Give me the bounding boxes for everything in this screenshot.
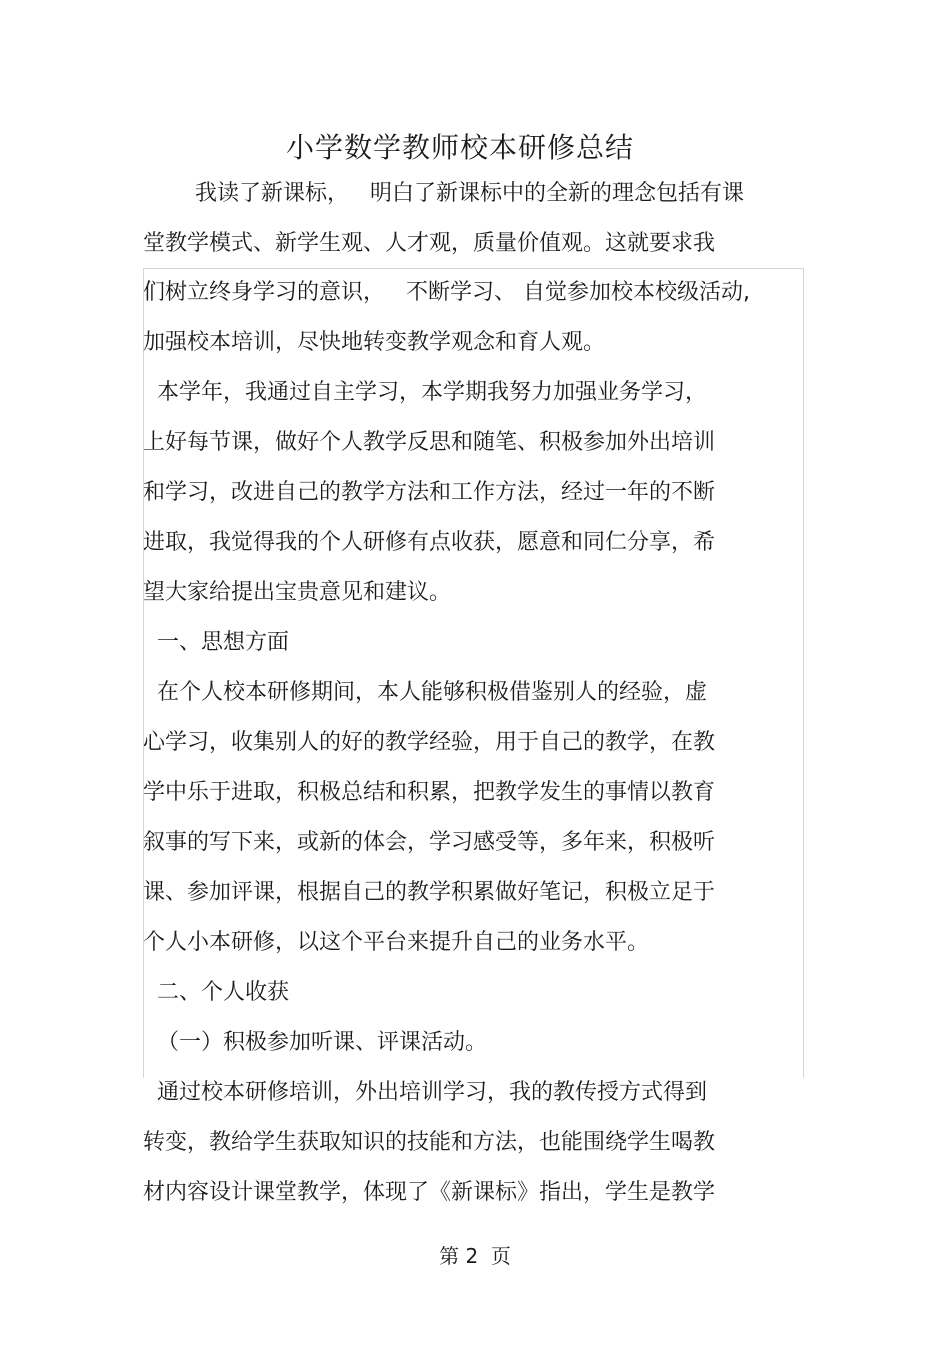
paragraph-line-11: 心学习，收集别人的好的教学经验，用于自己的教学，在教 — [143, 730, 716, 755]
paragraph-line-1: 我读了新课标， 明白了新课标中的全新的理念包括有课 — [195, 181, 744, 206]
subsection-heading-1: （一）积极参加听课、评课活动。 — [157, 1030, 488, 1055]
paragraph-line-9: 望大家给提出宝贵意见和建议。 — [143, 580, 452, 605]
section-heading-2: 二、个人收获 — [157, 980, 290, 1005]
document-title: 小学数学教师校本研修总结 — [285, 131, 634, 164]
paragraph-line-5: 本学年，我通过自主学习，本学期我努力加强业务学习， — [157, 380, 708, 405]
page-number: 第 2 页 — [439, 1244, 511, 1268]
paragraph-line-10: 在个人校本研修期间，本人能够积极借鉴别人的经验，虚 — [157, 680, 708, 705]
paragraph-line-12: 学中乐于进取，积极总结和积累，把教学发生的事情以教育 — [143, 780, 716, 805]
paragraph-line-8: 进取，我觉得我的个人研修有点收获，愿意和同仁分享，希 — [143, 530, 716, 555]
paragraph-line-6: 上好每节课，做好个人教学反思和随笔、积极参加外出培训 — [143, 430, 716, 455]
paragraph-line-18: 材内容设计课堂教学，体现了《新课标》指出，学生是教学 — [143, 1180, 716, 1205]
paragraph-line-2: 堂教学模式、新学生观、人才观，质量价值观。这就要求我 — [143, 231, 716, 256]
paragraph-line-15: 个人小本研修，以这个平台来提升自己的业务水平。 — [143, 930, 650, 955]
paragraph-line-13: 叙事的写下来，或新的体会，学习感受等，多年来，积极听 — [143, 830, 716, 855]
paragraph-line-4: 加强校本培训，尽快地转变教学观念和育人观。 — [143, 330, 606, 355]
paragraph-line-7: 和学习，改进自己的教学方法和工作方法，经过一年的不断 — [143, 480, 716, 505]
paragraph-line-17: 转变，教给学生获取知识的技能和方法，也能围绕学生喝教 — [143, 1130, 716, 1155]
paragraph-line-16: 通过校本研修培训，外出培训学习，我的教传授方式得到 — [157, 1080, 708, 1105]
section-heading-1: 一、思想方面 — [157, 630, 290, 655]
paragraph-line-14: 课、参加评课，根据自己的教学积累做好笔记，积极立足于 — [143, 880, 716, 905]
paragraph-line-3: 们树立终身学习的意识， 不断学习、 自觉参加校本校级活动, — [143, 280, 750, 305]
